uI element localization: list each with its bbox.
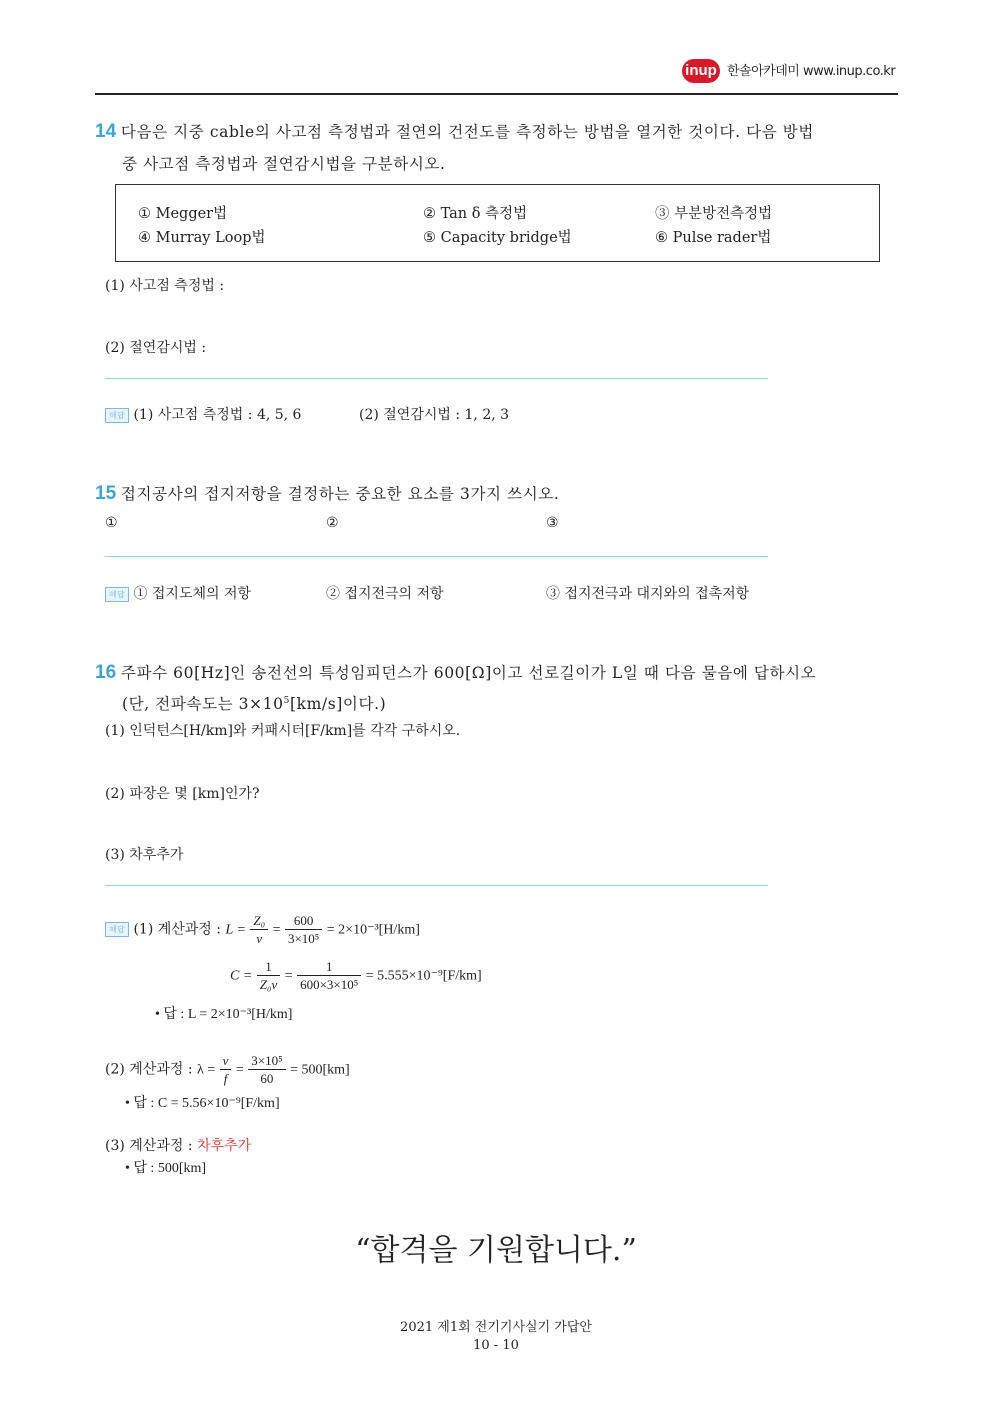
q16-a1-L-frac1: $\frac{\text{Z₀}}{v}$ [250, 912, 268, 947]
q16-a2-answer: • 답 : C = 5.56×10⁻⁹[F/km] [125, 1096, 280, 1111]
q14-text1: 다음은 지중 cable의 사고점 측정법과 절연의 건전도를 측정하는 방법을 열거한 것이다. 다음 방법 [120, 123, 814, 141]
q16-a2-frac1: $\frac{v}{f}$ [220, 1052, 232, 1087]
q16-sub1: (1) 인덕턴스[H/km]와 커패시터[F/km]를 각각 구하시오. [105, 723, 461, 739]
q14-text2: 중 사고점 측정법과 절연감시법을 구분하시오. [122, 155, 446, 173]
q16-text2-post: [km/s]이다.) [289, 695, 387, 713]
q16-line1 [95, 661, 816, 684]
q15-number: 15 [95, 483, 117, 504]
q16-a2-row: (2) 계산과정 : λ = $\frac{v}{f}$ = $\frac{\text{3×10⁵}}{60}$ = 500[km] [105, 1053, 350, 1086]
q16-text2-exp: 5 [283, 695, 290, 706]
q14-option-2: ② Tan δ 측정법 [423, 206, 528, 222]
q15-blank-3: ③ [546, 515, 559, 531]
q16-sub3: (3) 차후추가 [105, 847, 184, 863]
slogan: “합격을 기원합니다.” [355, 1233, 637, 1268]
q14-options-box [115, 184, 880, 262]
q16-text1: 주파수 60[Hz]인 송전선의 특성임피던스가 600[Ω]이고 선로길이가 L일 때 다음 물음에 답하시오 [120, 664, 817, 682]
page-number: 10 - 10 [473, 1338, 519, 1353]
q15-divider [105, 556, 768, 557]
q16-divider [105, 885, 768, 886]
answer-tag: 해답 [105, 587, 129, 602]
q14-option-6: ⑥ Pulse rader법 [655, 230, 772, 246]
q16-a1-C-row: C = $\frac{1}{\text{Z₀v}}$ = $\frac{1}{\text{600×3×10⁵}}$ = 5.555×10⁻⁹[F/km] [230, 959, 482, 992]
q14-sub1: (1) 사고점 측정법 : [105, 278, 225, 294]
q16-a2-label: (2) 계산과정 : [105, 1061, 193, 1078]
q14-option-5: ⑤ Capacity bridge법 [423, 230, 572, 246]
header-divider [95, 93, 898, 95]
q16-a3-label: (3) 계산과정 : [105, 1138, 193, 1154]
q16-a1-C: C = [230, 968, 253, 984]
q15-answer-1: ① 접지도체의 저항 [133, 586, 252, 602]
q15-answer-3: ③ 접지전극과 대지와의 접촉저항 [546, 586, 750, 602]
q14-option-4: ④ Murray Loop법 [138, 230, 266, 246]
brand-text: 한솔아카데미 www.inup.co.kr [727, 64, 896, 79]
q16-a1-C-result: = 5.555×10⁻⁹[F/km] [365, 968, 482, 984]
q16-a1-L-result: = 2×10⁻³[H/km] [326, 922, 420, 938]
q15-answer-row [105, 583, 251, 603]
q15-blank-1: ① [105, 515, 118, 531]
q16-number: 16 [95, 662, 117, 683]
q16-a2-lambda: λ = [197, 1062, 216, 1078]
q16-a1-L-frac2: $\frac{600}{\text{3×10⁵}}$ [285, 912, 322, 947]
answer-tag: 해답 [105, 408, 129, 423]
q16-a3-red: 차후추가 [197, 1138, 252, 1154]
q14-option-1: ① Megger법 [138, 206, 228, 222]
inup-logo: inup [682, 59, 720, 83]
q14-number: 14 [95, 121, 117, 142]
q16-a3-answer: • 답 : 500[km] [125, 1161, 207, 1176]
q16-a1-C-frac1: $\frac{1}{\text{Z₀v}}$ [257, 958, 281, 993]
q14-answer-row [105, 404, 301, 424]
q16-a1-row: 해답 (1) 계산과정 : L = $\frac{\text{Z₀}}{v}$ = $\frac{600}{\text{3×10⁵}}$ = 2×10⁻³[H/km] [105, 912, 420, 947]
q16-sub2: (2) 파장은 몇 [km]인가? [105, 786, 260, 802]
q14-answer-1: (1) 사고점 측정법 : 4, 5, 6 [133, 407, 302, 423]
q16-a2-frac2: $\frac{\text{3×10⁵}}{60}$ [248, 1052, 285, 1087]
q15-line1 [95, 482, 559, 505]
q16-a1-C-frac2: $\frac{1}{\text{600×3×10⁵}}$ [297, 958, 361, 993]
q14-line1 [95, 120, 814, 143]
q15-text1: 접지공사의 접지저항을 결정하는 중요한 요소를 3가지 쓰시오. [120, 485, 560, 503]
q16-a3-row [105, 1135, 251, 1155]
q16-a2-result: = 500[km] [290, 1062, 350, 1078]
answer-tag: 해답 [105, 922, 129, 937]
q16-a1-label: (1) 계산과정 : [133, 921, 221, 938]
footer-title: 2021 제1회 전기기사실기 가답안 [400, 1320, 592, 1335]
q16-text2 [122, 692, 386, 714]
q14-option-3: ③ 부분방전측정법 [655, 206, 773, 222]
q15-answer-2: ② 접지전극의 저항 [326, 586, 444, 602]
q16-a1-L: L = [225, 922, 246, 938]
q16-text2-pre: (단, 전파속도는 3×10 [122, 695, 284, 713]
q14-sub2: (2) 절연감시법 : [105, 340, 207, 356]
q16-a1-answer: • 답 : L = 2×10⁻³[H/km] [155, 1007, 293, 1022]
q14-divider [105, 378, 768, 379]
q14-answer-2: (2) 절연감시법 : 1, 2, 3 [359, 407, 510, 423]
q15-blank-2: ② [326, 515, 339, 531]
